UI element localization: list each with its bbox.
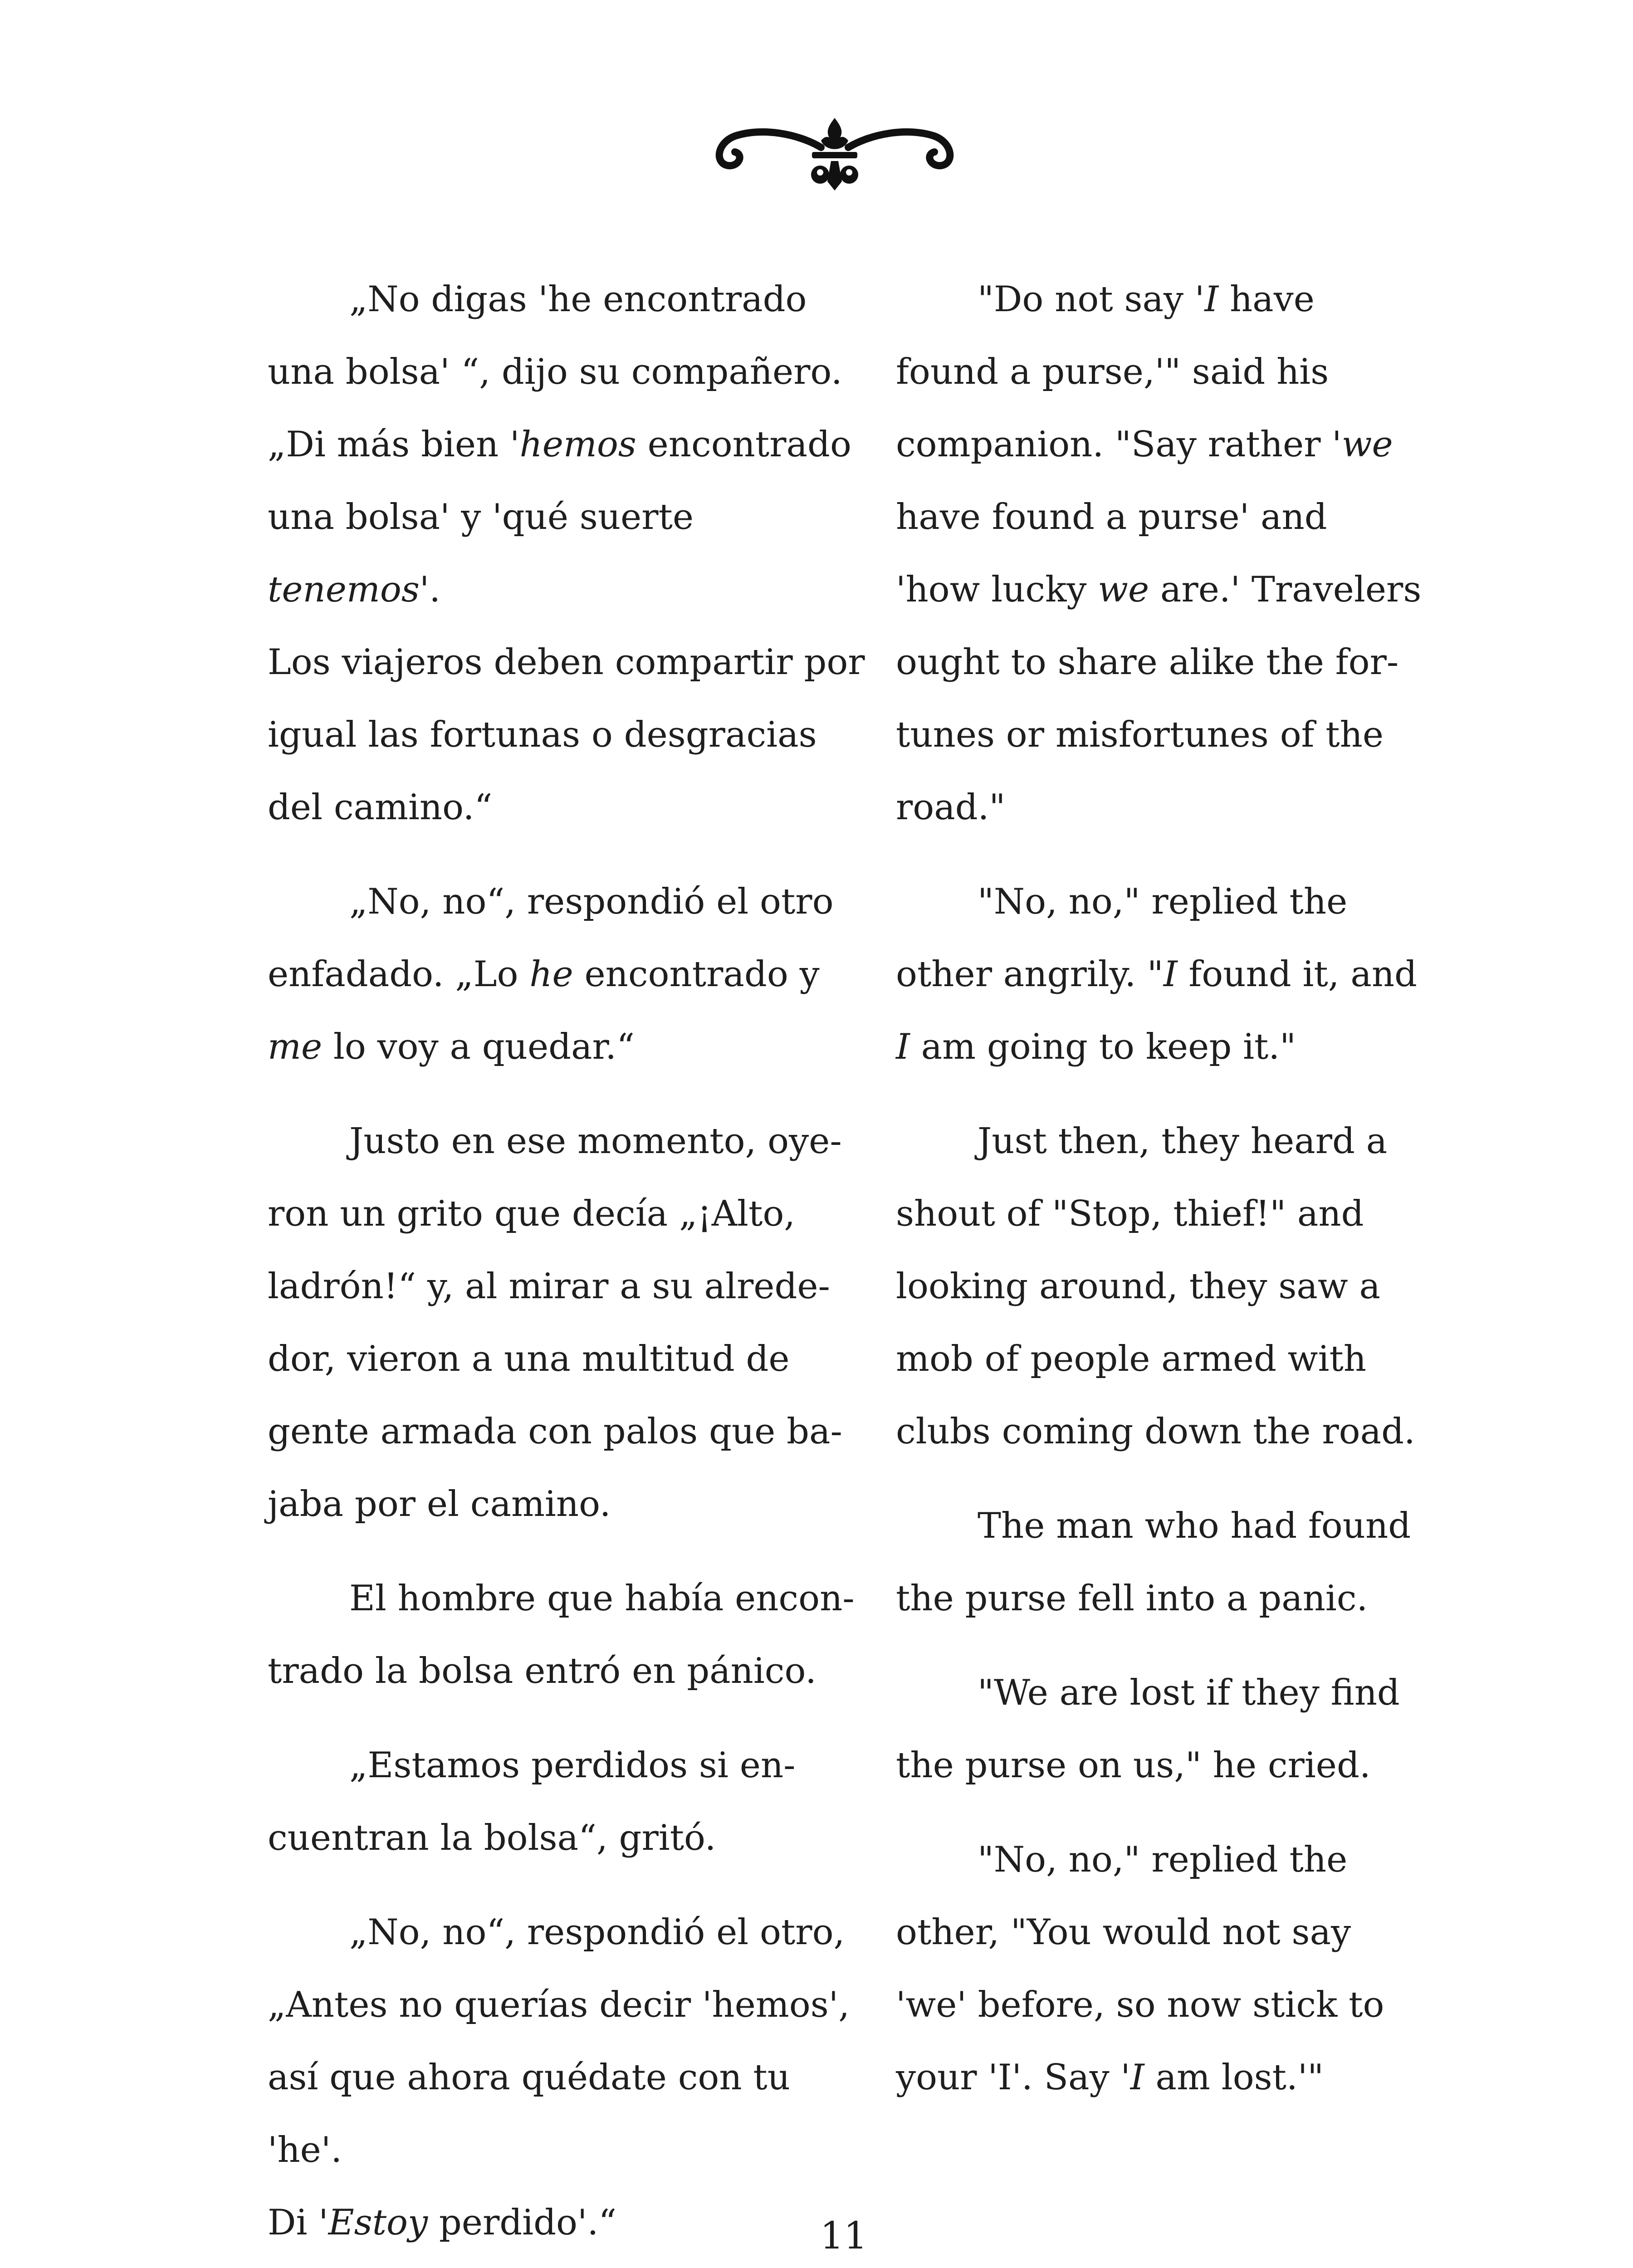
italic-text: I	[1163, 954, 1178, 995]
text-segment: „No, no“, respondió el otro, „Antes no querías decir 'hemos', así que ahora quédate con tu 'he'. Di '	[268, 1912, 850, 2243]
top-ornament-icon	[708, 109, 962, 195]
english-paragraph	[896, 1657, 1431, 1802]
italic-text: I	[896, 1026, 910, 1067]
text-segment: „Estamos perdidos si en- cuentran la bolsa“, gritó.	[268, 1745, 796, 1858]
spanish-paragraph	[268, 1562, 871, 1707]
spanish-paragraph	[268, 1896, 871, 2259]
english-paragraph	[896, 1823, 1431, 2114]
text-segment: are.' Travelers ought to share alike the for- tunes or misfortunes of the road."	[896, 569, 1422, 828]
text-segment: am lost.'"	[1144, 2057, 1324, 2098]
italic-text: hemos	[519, 424, 636, 465]
text-segment: „No digas 'he encontrado una bolsa' “, dijo su compañero. „Di más bien '	[268, 279, 842, 465]
text-segment: perdido'.“	[428, 2202, 617, 2243]
italic-text: tenemos	[268, 569, 420, 610]
text-segment: The man who had found the purse fell into a panic.	[896, 1505, 1411, 1619]
spanish-column	[268, 263, 871, 2259]
text-segment: '. Los viajeros deben compartir por igual las fortunas o desgracias del camino.“	[268, 569, 865, 828]
text-segment: "We are lost if they find the purse on us," he cried.	[896, 1672, 1400, 1786]
italic-text: we	[1098, 569, 1149, 610]
italic-text: Estoy	[328, 2202, 428, 2243]
text-segment: found it, and	[1188, 954, 1417, 995]
english-column	[896, 263, 1431, 2114]
text-segment: El hombre que había encon- trado la bolsa entró en pánico.	[268, 1578, 855, 1691]
italic-text: he	[529, 954, 573, 995]
text-segment: Justo en ese momento, oye- ron un grito que decía „¡Alto, ladrón!“ y, al mirar a su alrede- dor, vieron a una multitud de gente armada con palos que ba- jaba por el camino.	[268, 1121, 842, 1525]
text-segment: "Do not say '	[978, 279, 1205, 320]
italic-text: I	[1130, 2057, 1144, 2098]
text-segment: "No, no," replied the other angrily. "	[896, 881, 1348, 995]
page-footer	[753, 2214, 934, 2268]
spanish-paragraph	[268, 1729, 871, 1874]
text-segment: am going to keep it."	[909, 1026, 1296, 1067]
spanish-paragraph	[268, 263, 871, 844]
english-paragraph	[896, 865, 1431, 1083]
text-segment: „No, no“, respondió el otro enfadado. „Lo	[268, 881, 834, 995]
spanish-paragraph	[268, 1105, 871, 1540]
footer-ornament-icon	[762, 2259, 925, 2268]
text-segment: encontrado una bolsa' y 'qué suerte	[268, 424, 851, 538]
spanish-paragraph	[268, 865, 871, 1083]
italic-text: me	[268, 1026, 323, 1067]
english-paragraph	[896, 1105, 1431, 1468]
page-number: 11	[820, 2214, 868, 2258]
italic-text: we	[1341, 424, 1393, 465]
text-segment: encontrado y	[584, 954, 820, 995]
italic-text: I	[1204, 279, 1219, 320]
text-segment: have found a purse' and 'how lucky	[896, 497, 1327, 610]
english-paragraph	[896, 1490, 1431, 1635]
text-segment: have found a purse,'" said his companion. "Say rather '	[896, 279, 1342, 465]
text-segment: Just then, they heard a shout of "Stop, thief!" and looking around, they saw a mob of people armed with clubs coming down the road.	[896, 1121, 1415, 1452]
text-segment: lo voy a quedar.“	[322, 1026, 635, 1067]
english-paragraph	[896, 263, 1431, 844]
text-segment: "No, no," replied the other, "You would not say 'we' before, so now stick to your 'I'. Say '	[896, 1839, 1384, 2098]
